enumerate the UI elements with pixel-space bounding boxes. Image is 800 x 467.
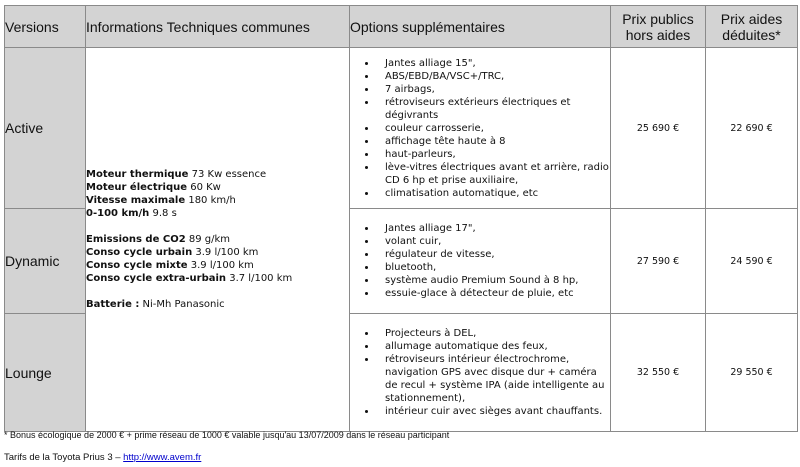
- tech-info-cell: [86, 48, 350, 432]
- tech-info-line: Emissions de CO2 89 g/km: [86, 234, 230, 245]
- header-infos: Informations Techniques communes: [86, 6, 350, 48]
- header-price-public-line1: Prix publics: [622, 10, 694, 27]
- table-row-active: [5, 48, 798, 209]
- header-price-public-line2: hors aides: [625, 26, 691, 43]
- tech-info-spacer: [86, 285, 349, 298]
- version-lounge: Lounge: [5, 314, 86, 432]
- option-item: • régulateur de vitesse,: [377, 248, 610, 261]
- option-item: • climatisation automatique, etc: [377, 187, 610, 200]
- option-item: • Jantes alliage 17",: [377, 222, 610, 235]
- header-price-aides: [706, 6, 798, 48]
- price-public-lounge: 32 550 €: [611, 314, 706, 432]
- version-dynamic: Dynamic: [5, 209, 86, 314]
- tech-info-line: Batterie : Ni-Mh Panasonic: [86, 299, 225, 310]
- price-aides-lounge: 29 550 €: [706, 314, 798, 432]
- price-public-active: 25 690 €: [611, 48, 706, 209]
- footnote: * Bonus écologique de 2000 € + prime réseau de 1000 € valable jusqu'au 13/07/2009 dans le réseau participant: [4, 430, 450, 440]
- price-aides-active: 22 690 €: [706, 48, 798, 209]
- options-active: [350, 48, 611, 209]
- header-price-aides-line2: déduites*: [722, 26, 781, 43]
- option-item: • Jantes alliage 15",: [377, 57, 610, 70]
- option-item: • haut-parleurs,: [377, 148, 610, 161]
- option-item: • rétroviseurs intérieur électrochrome, navigation GPS avec disque dur + caméra de recul + système IPA (aide intelligente au stationnement),: [377, 353, 610, 405]
- options-dynamic: [350, 209, 611, 314]
- tech-info-line: Vitesse maximale 180 km/h: [86, 195, 236, 206]
- price-public-dynamic: 27 590 €: [611, 209, 706, 314]
- option-item: • intérieur cuir avec sièges avant chauffants.: [377, 405, 610, 418]
- tech-info-line: Moteur thermique 73 Kw essence: [86, 169, 267, 180]
- option-item: • rétroviseurs extérieurs électriques et dégivrants: [377, 96, 610, 122]
- header-price-aides-line1: Prix aides: [720, 10, 783, 27]
- option-item: • essuie-glace à détecteur de pluie, etc: [377, 287, 610, 300]
- option-item: • ABS/EBD/BA/VSC+/TRC,: [377, 70, 610, 83]
- header-price-public: [611, 6, 706, 48]
- tech-info-line: Conso cycle urbain 3.9 l/100 km: [86, 247, 259, 258]
- option-item: • allumage automatique des feux,: [377, 340, 610, 353]
- source-link[interactable]: http://www.avem.fr: [123, 452, 202, 463]
- header-versions: Versions: [5, 6, 86, 48]
- option-item: • 7 airbags,: [377, 83, 610, 96]
- tech-info-line: Conso cycle mixte 3.9 l/100 km: [86, 260, 254, 271]
- tech-info-spacer: [86, 220, 349, 233]
- header-row: [5, 6, 798, 48]
- option-item: • volant cuir,: [377, 235, 610, 248]
- header-options: Options supplémentaires: [350, 6, 611, 48]
- version-active: Active: [5, 48, 86, 209]
- options-lounge: [350, 314, 611, 432]
- source-prefix: Tarifs de la Toyota Prius 3 –: [4, 452, 124, 463]
- option-item: • couleur carrosserie,: [377, 122, 610, 135]
- pricing-table: [4, 5, 798, 432]
- source-line: [4, 452, 201, 463]
- tech-info-line: Moteur électrique 60 Kw: [86, 182, 221, 193]
- option-item: • système audio Premium Sound à 8 hp,: [377, 274, 610, 287]
- price-aides-dynamic: 24 590 €: [706, 209, 798, 314]
- option-item: • affichage tête haute à 8: [377, 135, 610, 148]
- option-item: • bluetooth,: [377, 261, 610, 274]
- option-item: • Projecteurs à DEL,: [377, 327, 610, 340]
- tech-info-line: 0-100 km/h 9.8 s: [86, 208, 177, 219]
- tech-info-line: Conso cycle extra-urbain 3.7 l/100 km: [86, 273, 293, 284]
- option-item: • lève-vitres électriques avant et arrière, radio CD 6 hp et prise auxiliaire,: [377, 161, 610, 187]
